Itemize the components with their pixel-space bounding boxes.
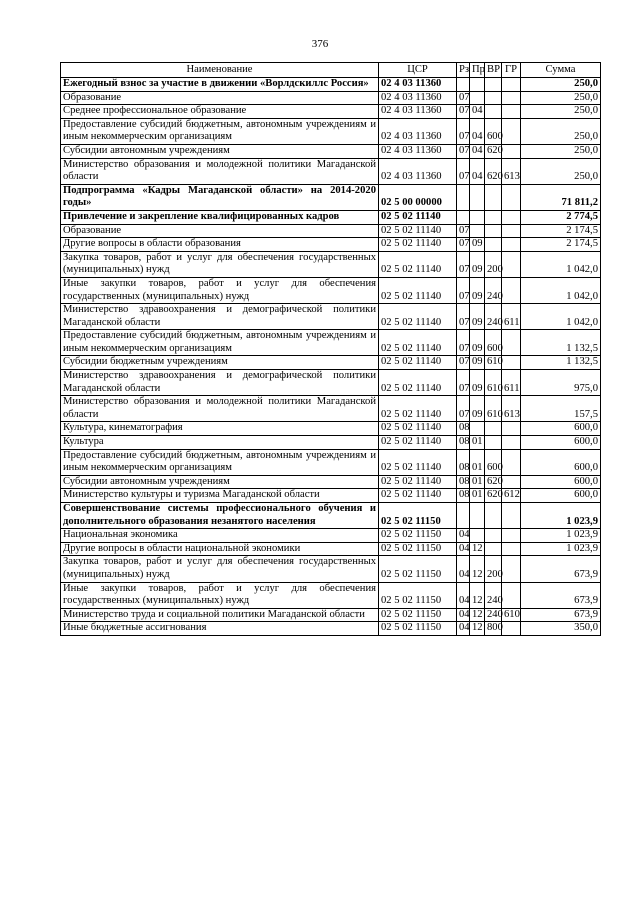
row-vr-cell [485, 224, 502, 238]
row-pr-cell: 01 [470, 449, 485, 475]
row-pr-cell: 09 [470, 238, 485, 252]
row-rz-cell [457, 503, 470, 529]
row-csr-cell: 02 5 02 11140 [379, 238, 457, 252]
row-csr-cell: 02 5 02 11150 [379, 529, 457, 543]
column-header-rz: Рз [457, 63, 470, 78]
row-rz-cell: 08 [457, 489, 470, 503]
row-csr-cell: 02 5 02 11140 [379, 396, 457, 422]
row-csr-cell: 02 5 02 11140 [379, 210, 457, 224]
row-csr-cell: 02 4 03 11360 [379, 78, 457, 92]
row-gr-cell [502, 184, 521, 210]
row-rz-cell: 04 [457, 622, 470, 636]
row-sum-cell: 2 774,5 [521, 210, 601, 224]
row-gr-cell [502, 356, 521, 370]
row-csr-cell: 02 5 02 11140 [379, 251, 457, 277]
row-name-cell: Министерство образования и молодежной политики Магаданской области [61, 396, 379, 422]
row-csr-cell: 02 4 03 11360 [379, 158, 457, 184]
row-csr-cell: 02 4 03 11360 [379, 91, 457, 105]
row-vr-cell: 600 [485, 449, 502, 475]
row-rz-cell: 07 [457, 330, 470, 356]
row-rz-cell: 04 [457, 529, 470, 543]
row-csr-cell: 02 5 02 11140 [379, 304, 457, 330]
row-gr-cell [502, 91, 521, 105]
row-pr-cell [470, 91, 485, 105]
table-row [61, 184, 601, 210]
column-header-vr: ВР [485, 63, 502, 78]
row-gr-cell [502, 422, 521, 436]
row-name-cell: Культура [61, 436, 379, 450]
row-pr-cell [470, 210, 485, 224]
row-pr-cell: 04 [470, 144, 485, 158]
row-rz-cell: 07 [457, 224, 470, 238]
row-csr-cell: 02 4 03 11360 [379, 118, 457, 144]
table-row [61, 436, 601, 450]
row-csr-cell: 02 4 03 11360 [379, 105, 457, 119]
row-name-cell: Иные бюджетные ассигнования [61, 622, 379, 636]
row-sum-cell: 250,0 [521, 158, 601, 184]
row-name-cell: Ежегодный взнос за участие в движении «Ворлдскиллс Россия» [61, 78, 379, 92]
row-vr-cell [485, 436, 502, 450]
table-row [61, 396, 601, 422]
row-vr-cell: 200 [485, 556, 502, 582]
table-row [61, 277, 601, 303]
column-header-name: Наименование [61, 63, 379, 78]
row-gr-cell [502, 238, 521, 252]
row-name-cell: Министерство образования и молодежной политики Магаданской области [61, 158, 379, 184]
row-rz-cell: 08 [457, 422, 470, 436]
row-gr-cell [502, 622, 521, 636]
row-name-cell: Образование [61, 91, 379, 105]
row-gr-cell [502, 224, 521, 238]
row-vr-cell: 600 [485, 118, 502, 144]
row-csr-cell: 02 5 02 11150 [379, 542, 457, 556]
row-pr-cell: 12 [470, 608, 485, 622]
table-row [61, 105, 601, 119]
row-rz-cell: 07 [457, 158, 470, 184]
row-csr-cell: 02 5 02 11140 [379, 224, 457, 238]
row-vr-cell: 620 [485, 489, 502, 503]
row-pr-cell: 09 [470, 277, 485, 303]
table-row [61, 608, 601, 622]
row-csr-cell: 02 5 02 11140 [379, 330, 457, 356]
row-vr-cell [485, 184, 502, 210]
row-pr-cell: 09 [470, 356, 485, 370]
row-pr-cell: 09 [470, 304, 485, 330]
row-csr-cell: 02 5 02 11140 [379, 277, 457, 303]
row-pr-cell [470, 224, 485, 238]
table-row [61, 251, 601, 277]
row-name-cell: Закупка товаров, работ и услуг для обеспечения государственных (муниципальных) нужд [61, 556, 379, 582]
row-sum-cell: 975,0 [521, 370, 601, 396]
row-gr-cell [502, 542, 521, 556]
row-vr-cell [485, 503, 502, 529]
row-pr-cell: 12 [470, 542, 485, 556]
row-name-cell: Совершенствование системы профессионального обучения и дополнительного образования незанятого населения [61, 503, 379, 529]
row-rz-cell: 07 [457, 251, 470, 277]
row-sum-cell: 673,9 [521, 608, 601, 622]
row-rz-cell: 07 [457, 277, 470, 303]
row-sum-cell: 600,0 [521, 436, 601, 450]
row-gr-cell [502, 118, 521, 144]
table-row [61, 489, 601, 503]
column-header-sum: Сумма [521, 63, 601, 78]
row-gr-cell: 613 [502, 158, 521, 184]
row-vr-cell: 620 [485, 144, 502, 158]
table-row [61, 210, 601, 224]
row-rz-cell: 04 [457, 542, 470, 556]
table-row [61, 224, 601, 238]
row-name-cell: Субсидии бюджетным учреждениям [61, 356, 379, 370]
row-gr-cell: 613 [502, 396, 521, 422]
row-vr-cell: 800 [485, 622, 502, 636]
row-csr-cell: 02 5 02 11150 [379, 622, 457, 636]
table-row [61, 529, 601, 543]
row-name-cell: Образование [61, 224, 379, 238]
row-gr-cell [502, 475, 521, 489]
table-row [61, 238, 601, 252]
row-vr-cell: 610 [485, 370, 502, 396]
row-sum-cell: 673,9 [521, 582, 601, 608]
row-name-cell: Министерство здравоохранения и демографической политики Магаданской области [61, 304, 379, 330]
row-pr-cell: 12 [470, 622, 485, 636]
row-gr-cell: 611 [502, 304, 521, 330]
row-gr-cell [502, 449, 521, 475]
column-header-csr: ЦСР [379, 63, 457, 78]
row-name-cell: Культура, кинематография [61, 422, 379, 436]
table-row [61, 118, 601, 144]
table-row [61, 542, 601, 556]
row-pr-cell: 01 [470, 436, 485, 450]
row-gr-cell [502, 277, 521, 303]
row-rz-cell: 07 [457, 91, 470, 105]
row-csr-cell: 02 5 00 00000 [379, 184, 457, 210]
column-header-pr: Пр [470, 63, 485, 78]
row-sum-cell: 157,5 [521, 396, 601, 422]
row-gr-cell: 611 [502, 370, 521, 396]
row-name-cell: Подпрограмма «Кадры Магаданской области» на 2014-2020 годы» [61, 184, 379, 210]
row-gr-cell [502, 78, 521, 92]
row-sum-cell: 250,0 [521, 78, 601, 92]
row-vr-cell: 240 [485, 304, 502, 330]
row-gr-cell [502, 210, 521, 224]
table-header-row [61, 63, 601, 78]
row-vr-cell: 610 [485, 356, 502, 370]
row-pr-cell: 12 [470, 556, 485, 582]
row-pr-cell: 04 [470, 158, 485, 184]
row-vr-cell [485, 78, 502, 92]
row-name-cell: Другие вопросы в области образования [61, 238, 379, 252]
row-rz-cell [457, 210, 470, 224]
row-name-cell: Министерство здравоохранения и демографической политики Магаданской области [61, 370, 379, 396]
row-rz-cell: 07 [457, 304, 470, 330]
row-rz-cell: 08 [457, 449, 470, 475]
row-name-cell: Предоставление субсидий бюджетным, автономным учреждениям и иным некоммерческим организациям [61, 330, 379, 356]
row-vr-cell: 240 [485, 608, 502, 622]
row-sum-cell: 1 023,9 [521, 529, 601, 543]
row-pr-cell [470, 422, 485, 436]
row-rz-cell [457, 184, 470, 210]
row-pr-cell: 04 [470, 105, 485, 119]
row-name-cell: Предоставление субсидий бюджетным, автономным учреждениям и иным некоммерческим организациям [61, 449, 379, 475]
row-csr-cell: 02 5 02 11140 [379, 489, 457, 503]
row-sum-cell: 1 042,0 [521, 304, 601, 330]
table-row [61, 503, 601, 529]
row-vr-cell: 620 [485, 475, 502, 489]
row-name-cell: Предоставление субсидий бюджетным, автономным учреждениям и иным некоммерческим организациям [61, 118, 379, 144]
row-gr-cell [502, 436, 521, 450]
row-rz-cell: 08 [457, 436, 470, 450]
row-vr-cell [485, 105, 502, 119]
table-row [61, 556, 601, 582]
row-sum-cell: 250,0 [521, 105, 601, 119]
row-name-cell: Закупка товаров, работ и услуг для обеспечения государственных (муниципальных) нужд [61, 251, 379, 277]
row-rz-cell: 07 [457, 144, 470, 158]
row-sum-cell: 1 023,9 [521, 542, 601, 556]
table-row [61, 78, 601, 92]
page-number: 376 [311, 38, 329, 50]
table-row [61, 304, 601, 330]
table-row [61, 422, 601, 436]
row-gr-cell [502, 251, 521, 277]
row-sum-cell: 2 174,5 [521, 224, 601, 238]
row-sum-cell: 250,0 [521, 118, 601, 144]
row-pr-cell [470, 78, 485, 92]
row-sum-cell: 1 023,9 [521, 503, 601, 529]
row-vr-cell [485, 422, 502, 436]
table-row [61, 356, 601, 370]
row-sum-cell: 600,0 [521, 449, 601, 475]
row-pr-cell: 09 [470, 330, 485, 356]
row-vr-cell [485, 238, 502, 252]
row-name-cell: Министерство культуры и туризма Магаданской области [61, 489, 379, 503]
row-gr-cell [502, 556, 521, 582]
row-pr-cell: 01 [470, 489, 485, 503]
table-row [61, 158, 601, 184]
row-rz-cell: 08 [457, 475, 470, 489]
row-gr-cell: 612 [502, 489, 521, 503]
column-header-gr: ГР [502, 63, 521, 78]
row-pr-cell: 09 [470, 251, 485, 277]
row-sum-cell: 673,9 [521, 556, 601, 582]
row-gr-cell: 610 [502, 608, 521, 622]
row-csr-cell: 02 5 02 11150 [379, 556, 457, 582]
row-rz-cell: 04 [457, 608, 470, 622]
row-vr-cell [485, 91, 502, 105]
row-vr-cell: 610 [485, 396, 502, 422]
row-rz-cell: 07 [457, 118, 470, 144]
row-sum-cell: 350,0 [521, 622, 601, 636]
table-row [61, 622, 601, 636]
row-sum-cell: 71 811,2 [521, 184, 601, 210]
row-csr-cell: 02 5 02 11140 [379, 422, 457, 436]
budget-table [60, 62, 601, 636]
row-sum-cell: 1 042,0 [521, 277, 601, 303]
row-name-cell: Субсидии автономным учреждениям [61, 475, 379, 489]
row-pr-cell: 12 [470, 582, 485, 608]
row-name-cell: Субсидии автономным учреждениям [61, 144, 379, 158]
table-row [61, 91, 601, 105]
row-vr-cell: 600 [485, 330, 502, 356]
row-sum-cell: 600,0 [521, 422, 601, 436]
row-pr-cell: 09 [470, 396, 485, 422]
table-row [61, 582, 601, 608]
row-csr-cell: 02 5 02 11140 [379, 356, 457, 370]
row-name-cell: Министерство труда и социальной политики Магаданской области [61, 608, 379, 622]
row-csr-cell: 02 5 02 11150 [379, 608, 457, 622]
row-csr-cell: 02 5 02 11140 [379, 436, 457, 450]
row-rz-cell: 07 [457, 105, 470, 119]
table-row [61, 475, 601, 489]
row-csr-cell: 02 5 02 11150 [379, 503, 457, 529]
row-rz-cell: 07 [457, 370, 470, 396]
row-vr-cell: 240 [485, 582, 502, 608]
row-rz-cell: 07 [457, 238, 470, 252]
table-row [61, 144, 601, 158]
row-rz-cell: 07 [457, 356, 470, 370]
row-rz-cell: 04 [457, 556, 470, 582]
row-pr-cell [470, 503, 485, 529]
row-csr-cell: 02 4 03 11360 [379, 144, 457, 158]
row-gr-cell [502, 105, 521, 119]
row-pr-cell: 01 [470, 475, 485, 489]
row-gr-cell [502, 144, 521, 158]
row-name-cell: Привлечение и закрепление квалифицированных кадров [61, 210, 379, 224]
row-vr-cell [485, 210, 502, 224]
row-sum-cell: 2 174,5 [521, 238, 601, 252]
table-row [61, 330, 601, 356]
row-sum-cell: 1 132,5 [521, 356, 601, 370]
row-gr-cell [502, 529, 521, 543]
row-csr-cell: 02 5 02 11140 [379, 475, 457, 489]
row-name-cell: Другие вопросы в области национальной экономики [61, 542, 379, 556]
row-sum-cell: 600,0 [521, 489, 601, 503]
row-name-cell: Среднее профессиональное образование [61, 105, 379, 119]
row-vr-cell: 200 [485, 251, 502, 277]
row-vr-cell [485, 542, 502, 556]
row-gr-cell [502, 330, 521, 356]
row-csr-cell: 02 5 02 11140 [379, 370, 457, 396]
row-sum-cell: 1 042,0 [521, 251, 601, 277]
table-row [61, 449, 601, 475]
row-pr-cell [470, 529, 485, 543]
row-name-cell: Иные закупки товаров, работ и услуг для обеспечения государственных (муниципальных) нужд [61, 277, 379, 303]
row-sum-cell: 1 132,5 [521, 330, 601, 356]
row-vr-cell [485, 529, 502, 543]
row-rz-cell: 04 [457, 582, 470, 608]
row-rz-cell: 07 [457, 396, 470, 422]
row-rz-cell [457, 78, 470, 92]
row-csr-cell: 02 5 02 11150 [379, 582, 457, 608]
row-pr-cell: 04 [470, 118, 485, 144]
row-name-cell: Иные закупки товаров, работ и услуг для обеспечения государственных (муниципальных) нужд [61, 582, 379, 608]
row-csr-cell: 02 5 02 11140 [379, 449, 457, 475]
row-sum-cell: 600,0 [521, 475, 601, 489]
row-pr-cell: 09 [470, 370, 485, 396]
row-vr-cell: 240 [485, 277, 502, 303]
row-gr-cell [502, 582, 521, 608]
row-sum-cell: 250,0 [521, 91, 601, 105]
table-row [61, 370, 601, 396]
row-gr-cell [502, 503, 521, 529]
row-vr-cell: 620 [485, 158, 502, 184]
row-name-cell: Национальная экономика [61, 529, 379, 543]
row-sum-cell: 250,0 [521, 144, 601, 158]
row-pr-cell [470, 184, 485, 210]
